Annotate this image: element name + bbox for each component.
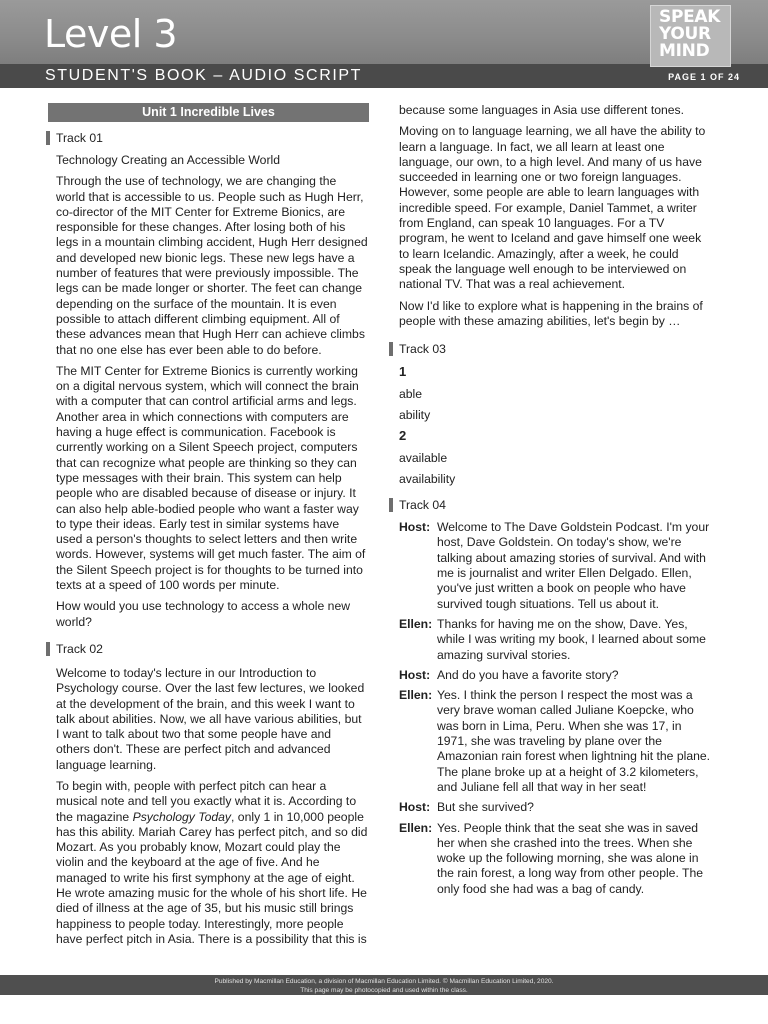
paragraph: Moving on to language learning, we all have the ability to learn a language. In fact, we all learn at least one language, our own, to a high level. And many of us have succeeded in learning one or two foreign languages. However, some people are able to learn languages with incredible speed. For example, Daniel Tammet, a writer from England, can speak 10 languages. For a TV program, he went to Iceland and gave himself one week to learn Icelandic. Amazingly, after a week, he could speak the language well enough to be interviewed on national TV. That was a real achievement. bbox=[399, 124, 706, 292]
track-label: Track 03 bbox=[389, 341, 712, 357]
photocopy-notice: This page may be photocopied and used within the class. bbox=[300, 987, 468, 994]
speaker-name: Ellen: bbox=[399, 616, 433, 631]
dialogue-text: Yes. People think that the seat she was in saved her when she crashed into the trees. When she woke up the following morning, she was alone in the rain forest, a long way from other people. The only food she had was a bag of candy. bbox=[437, 820, 704, 896]
text-run: , only 1 in 10,000 people has this ability. Mariah Carey has perfect pitch, and so did Mozart. As you probably know, Mozart could play the violin and the keyboard at the age of five. And he managed to write his first symphony at the age of eight. He wrote amazing music for the whole of his short life. He died of illness at the age of 35, but his music still brings happiness to people today. Interestingly, more people have perfect pitch in Asia. There is a possibility that this is bbox=[56, 809, 368, 946]
exercise-number: 1 bbox=[399, 364, 407, 380]
exercise-number: 2 bbox=[399, 428, 407, 444]
logo-line: SPEAK bbox=[659, 7, 721, 27]
paragraph: Through the use of technology, we are changing the world that is accessible to us. People such as Hugh Herr, co-director of the MIT Center for Extreme Bionics, are responsible for these changes. After losing both of his legs in a mountain climbing accident, Hugh Herr designed and developed new bionic legs. These new legs have a number of features that were previously impossible. The legs can be made longer or shorter. The feet can change depending on the surface of the mountain. It is even possible to attach different climbing equipment. All of these advances mean that Hugh Herr can achieve climbs that no one else has ever been able to do before. bbox=[56, 174, 368, 357]
logo-line: YOUR bbox=[659, 24, 711, 44]
page-number: PAGE 1 OF 24 bbox=[668, 72, 740, 82]
left-column bbox=[56, 103, 368, 953]
book-title: STUDENT'S BOOK – AUDIO SCRIPT bbox=[45, 67, 363, 84]
speaker-name: Ellen: bbox=[399, 688, 433, 703]
dialogue-line bbox=[399, 668, 712, 683]
speaker-name: Ellen: bbox=[399, 820, 433, 835]
dialogue-text: Welcome to The Dave Goldstein Podcast. I'm your host, Dave Goldstein. On today's show, we're talking about amazing stories of survival. And with me is journalist and writer Ellen Delgado. Ellen, you've just written a book on people who have survived tough situations. Tell us about it. bbox=[437, 520, 710, 611]
dialogue-line bbox=[399, 520, 712, 612]
paragraph: How would you use technology to access a whole new world? bbox=[56, 599, 351, 629]
paragraph: Now I'd like to explore what is happening in the brains of people with these amazing abilities, let's begin by … bbox=[399, 298, 703, 328]
paragraph: Welcome to today's lecture in our Introduction to Psychology course. Over the last few lectures, we looked at the development of the brain, and this week I want to talk about abilities. Now, we all have various abilities, but I want to talk about two that some people have and others don't. These are perfect pitch and advanced language learning. bbox=[56, 665, 365, 772]
text-run: To begin with, people with perfect pitch can hear a musical note and tell you exactly what it is. According to the magazine bbox=[56, 778, 357, 824]
word-item: available bbox=[399, 451, 448, 466]
speaker-name: Host: bbox=[399, 800, 431, 815]
dialogue-text: Thanks for having me on the show, Dave. Yes, while I was writing my book, I learned about some amazing survival stories. bbox=[437, 616, 706, 662]
track-label: Track 01 bbox=[46, 130, 368, 146]
dialogue-line bbox=[399, 800, 712, 815]
paragraph: because some languages in Asia use different tones. bbox=[399, 103, 685, 117]
dialogue-line bbox=[399, 688, 712, 795]
logo-line: MIND bbox=[659, 41, 710, 61]
right-column-content bbox=[399, 103, 712, 902]
word-item: ability bbox=[399, 408, 431, 423]
speaker-name: Host: bbox=[399, 520, 431, 535]
speaker-name: Host: bbox=[399, 667, 431, 682]
level-title: Level 3 bbox=[44, 12, 178, 56]
copyright-line: Published by Macmillan Education, a division of Macmillan Education Limited. © Macmillan Education Limited, 2020. bbox=[214, 978, 554, 985]
dialogue-text: And do you have a favorite story? bbox=[437, 667, 619, 682]
dialogue-text: Yes. I think the person I respect the most was a very brave woman called Juliane Koepcke, who was born in Lima, Peru. When she was 17, in 1971, she was traveling by plane over the Amazonian rain forest when lightning hit the plane. The plane broke up at a height of 3.2 kilometers, and Juliane fell all that way in her seat! bbox=[437, 688, 711, 794]
track-label: Track 04 bbox=[389, 497, 712, 513]
magazine-title: Psychology Today bbox=[132, 809, 232, 824]
word-item: availability bbox=[399, 472, 456, 487]
track-label: Track 02 bbox=[46, 641, 368, 657]
dialogue-line bbox=[399, 617, 712, 663]
unit-heading: Unit 1 Incredible Lives bbox=[48, 103, 369, 122]
paragraph: The MIT Center for Extreme Bionics is currently working on a digital nervous system, which will connect the brain with a computer that can control artificial arms and legs. Another area in which connections with computers are having a huge effect is communication. Facebook is currently working on a Silent Speech project, computers that can recognize what people are thinking so they can type messages with their brain. This system can help people who are disabled because of disease or injury. It can also help able-bodied people who want a faster way to type their ideas. Early test in similar systems have used a person's thoughts to select letters and then write words. However, systems will get much faster. The aim of the Silent Speech project is for thoughts to be turned into texts at a speed of 100 words per minute. bbox=[56, 363, 366, 593]
footer bbox=[0, 975, 768, 995]
dialogue-text: But she survived? bbox=[437, 800, 534, 815]
speak-your-mind-logo bbox=[650, 5, 731, 67]
paragraph bbox=[56, 779, 368, 947]
dialogue-line bbox=[399, 821, 712, 897]
section-title: Technology Creating an Accessible World bbox=[56, 153, 281, 167]
word-item: able bbox=[399, 387, 423, 402]
